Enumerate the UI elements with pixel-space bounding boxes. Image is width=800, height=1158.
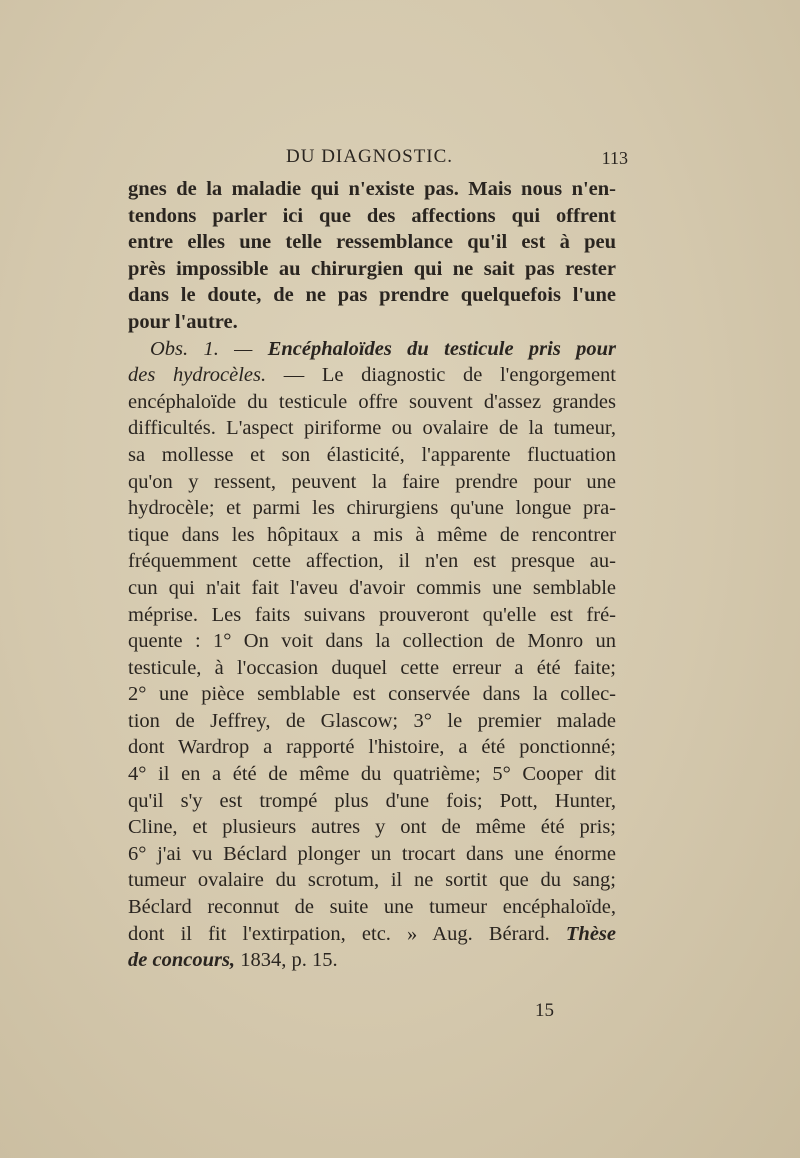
- text-line-16: cun qui n'ait fait l'aveu d'avoir commis une semblable: [128, 576, 616, 599]
- observation-heading-cont: [128, 362, 616, 389]
- observation-heading: [128, 336, 616, 363]
- observation-label: Obs. 1. —: [150, 337, 253, 360]
- text-line-6: pour l'autre.: [128, 310, 238, 333]
- text-line-11: sa mollesse et son élasticité, l'apparente fluctuation: [128, 443, 616, 466]
- text-line-10: difficultés. L'aspect piriforme ou ovalaire de la tumeur,: [128, 417, 616, 440]
- running-head: [128, 146, 628, 176]
- text-line-4: près impossible au chirurgien qui ne sait pas rester: [128, 257, 616, 280]
- text-line-1: gnes de la maladie qui n'existe pas. Mais nous n'en-: [128, 178, 616, 200]
- observation-title: Encéphaloïdes du testicule pris pour: [267, 337, 617, 360]
- citation-rest: 1834, p. 15.: [240, 949, 338, 972]
- text-line-25: Cline, et plusieurs autres y ont de même été pris;: [128, 816, 616, 839]
- text-line-12: qu'on y ressent, peuvent la faire prendre pour une: [128, 470, 616, 493]
- text-line-22: dont Wardrop a rapporté l'histoire, a été ponctionné;: [128, 736, 616, 759]
- citation-line: [128, 947, 616, 974]
- text-line-24: qu'il s'y est trompé plus d'une fois; Pott, Hunter,: [128, 789, 616, 812]
- text-line-29-main: dont il fit l'extirpation, etc. » Aug. Bérard.: [128, 922, 550, 945]
- text-line-9: encéphaloïde du testicule offre souvent d'assez grandes: [128, 390, 616, 413]
- text-line-23: 4° il en a été de même du quatrième; 5° Cooper dit: [128, 763, 616, 786]
- text-line-26: 6° j'ai vu Béclard plonger un trocart dans une énorme: [128, 842, 616, 865]
- text-line-21: tion de Jeffrey, de Glascow; 3° le premier malade: [128, 709, 616, 732]
- text-line-19: testicule, à l'occasion duquel cette erreur a été faite;: [128, 656, 616, 679]
- running-title: DU DIAGNOSTIC.: [286, 146, 454, 167]
- text-line-28: Béclard reconnut de suite une tumeur encéphaloïde,: [128, 896, 616, 919]
- text-line-20: 2° une pièce semblable est conservée dans la collec-: [128, 683, 616, 706]
- text-line-5: dans le doute, de ne pas prendre quelquefois l'une: [128, 284, 616, 307]
- observation-lead: — Le diagnostic de l'engorgement: [283, 364, 617, 387]
- text-line-29: [128, 921, 616, 948]
- text-line-15: fréquemment cette affection, il n'en est presque au-: [128, 550, 616, 573]
- text-line-2: tendons parler ici que des affections qui offrent: [128, 204, 616, 227]
- text-line-13: hydrocèle; et parmi les chirurgiens qu'une longue pra-: [128, 497, 616, 520]
- text-line-27: tumeur ovalaire du scrotum, il ne sortit que du sang;: [128, 869, 616, 892]
- text-line-3: entre elles une telle ressemblance qu'il est à peu: [128, 231, 616, 254]
- citation-work-cont: de concours,: [128, 949, 236, 972]
- citation-work: Thèse: [565, 922, 617, 945]
- page-number: 113: [601, 148, 628, 168]
- observation-title-cont: des hydrocèles.: [128, 364, 267, 387]
- text-line-14: tique dans les hôpitaux a mis à même de rencontrer: [128, 523, 616, 546]
- text-line-17: méprise. Les faits suivans prouveront qu'elle est fré-: [128, 603, 616, 626]
- body-text: [128, 176, 616, 974]
- text-line-18: quente : 1° On voit dans la collection de Monro un: [128, 630, 616, 653]
- signature-mark: 15: [535, 1000, 554, 1021]
